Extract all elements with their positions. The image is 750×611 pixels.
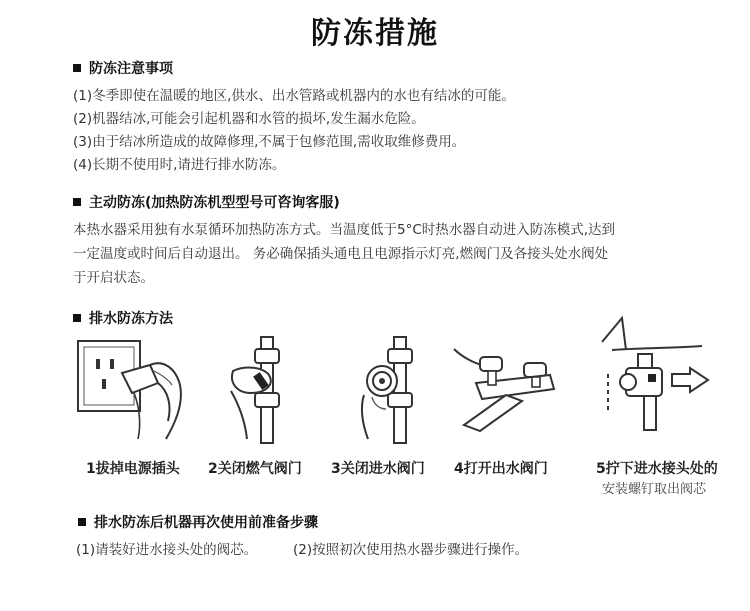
- active-paragraph-line: 一定温度或时间后自动退出。 务必确保插头通电且电源指示灯亮,燃阀门及各接头处水阀处: [73, 246, 609, 262]
- active-paragraph-line: 于开启状态。: [73, 270, 154, 286]
- notice-item: (4)长期不使用时,请进行排水防冻。: [73, 157, 286, 173]
- square-bullet-icon: [78, 518, 86, 526]
- square-bullet-icon: [73, 314, 81, 322]
- step-label: 5拧下进水接头处的: [596, 461, 718, 477]
- prepare-heading-text: 排水防冻后机器再次使用前准备步骤: [94, 515, 318, 531]
- drain-heading-text: 排水防冻方法: [89, 311, 173, 327]
- unplug-icon: [72, 335, 202, 445]
- gas-valve-icon: [225, 335, 305, 447]
- faucet-icon: [452, 335, 562, 447]
- water-valve-icon: [350, 335, 430, 447]
- prepare-item-2: (2)按照初次使用热水器步骤进行操作。: [293, 542, 529, 558]
- step-label: 4打开出水阀门: [454, 461, 548, 477]
- notice-heading-text: 防冻注意事项: [89, 61, 173, 77]
- notice-heading: [73, 58, 173, 78]
- page-title: 防冻措施: [311, 16, 439, 51]
- notice-item: (2)机器结冰,可能会引起机器和水管的损坏,发生漏水危险。: [73, 111, 425, 127]
- step-sublabel: 安装螺钉取出阀芯: [602, 482, 707, 497]
- inlet-connector-icon: [598, 312, 716, 448]
- active-heading-text: 主动防冻(加热防冻机型型号可咨询客服): [89, 195, 340, 211]
- square-bullet-icon: [73, 64, 81, 72]
- notice-item: (1)冬季即使在温暖的地区,供水、出水管路或机器内的水也有结冰的可能。: [73, 88, 515, 104]
- drain-heading: [73, 308, 173, 328]
- prepare-heading: [78, 512, 318, 532]
- step-label: 1拔掉电源插头: [86, 461, 180, 477]
- active-heading: [73, 192, 340, 212]
- square-bullet-icon: [73, 198, 81, 206]
- step-label: 2关闭燃气阀门: [208, 461, 302, 477]
- notice-item: (3)由于结冰所造成的故障修理,不属于包修范围,需收取维修费用。: [73, 134, 466, 150]
- active-paragraph-line: 本热水器采用独有水泵循环加热防冻方式。当温度低于5°C时热水器自动进入防冻模式,达到: [73, 222, 616, 238]
- prepare-item-1: (1)请装好进水接头处的阀芯。: [76, 542, 258, 558]
- step-label: 3关闭进水阀门: [331, 461, 425, 477]
